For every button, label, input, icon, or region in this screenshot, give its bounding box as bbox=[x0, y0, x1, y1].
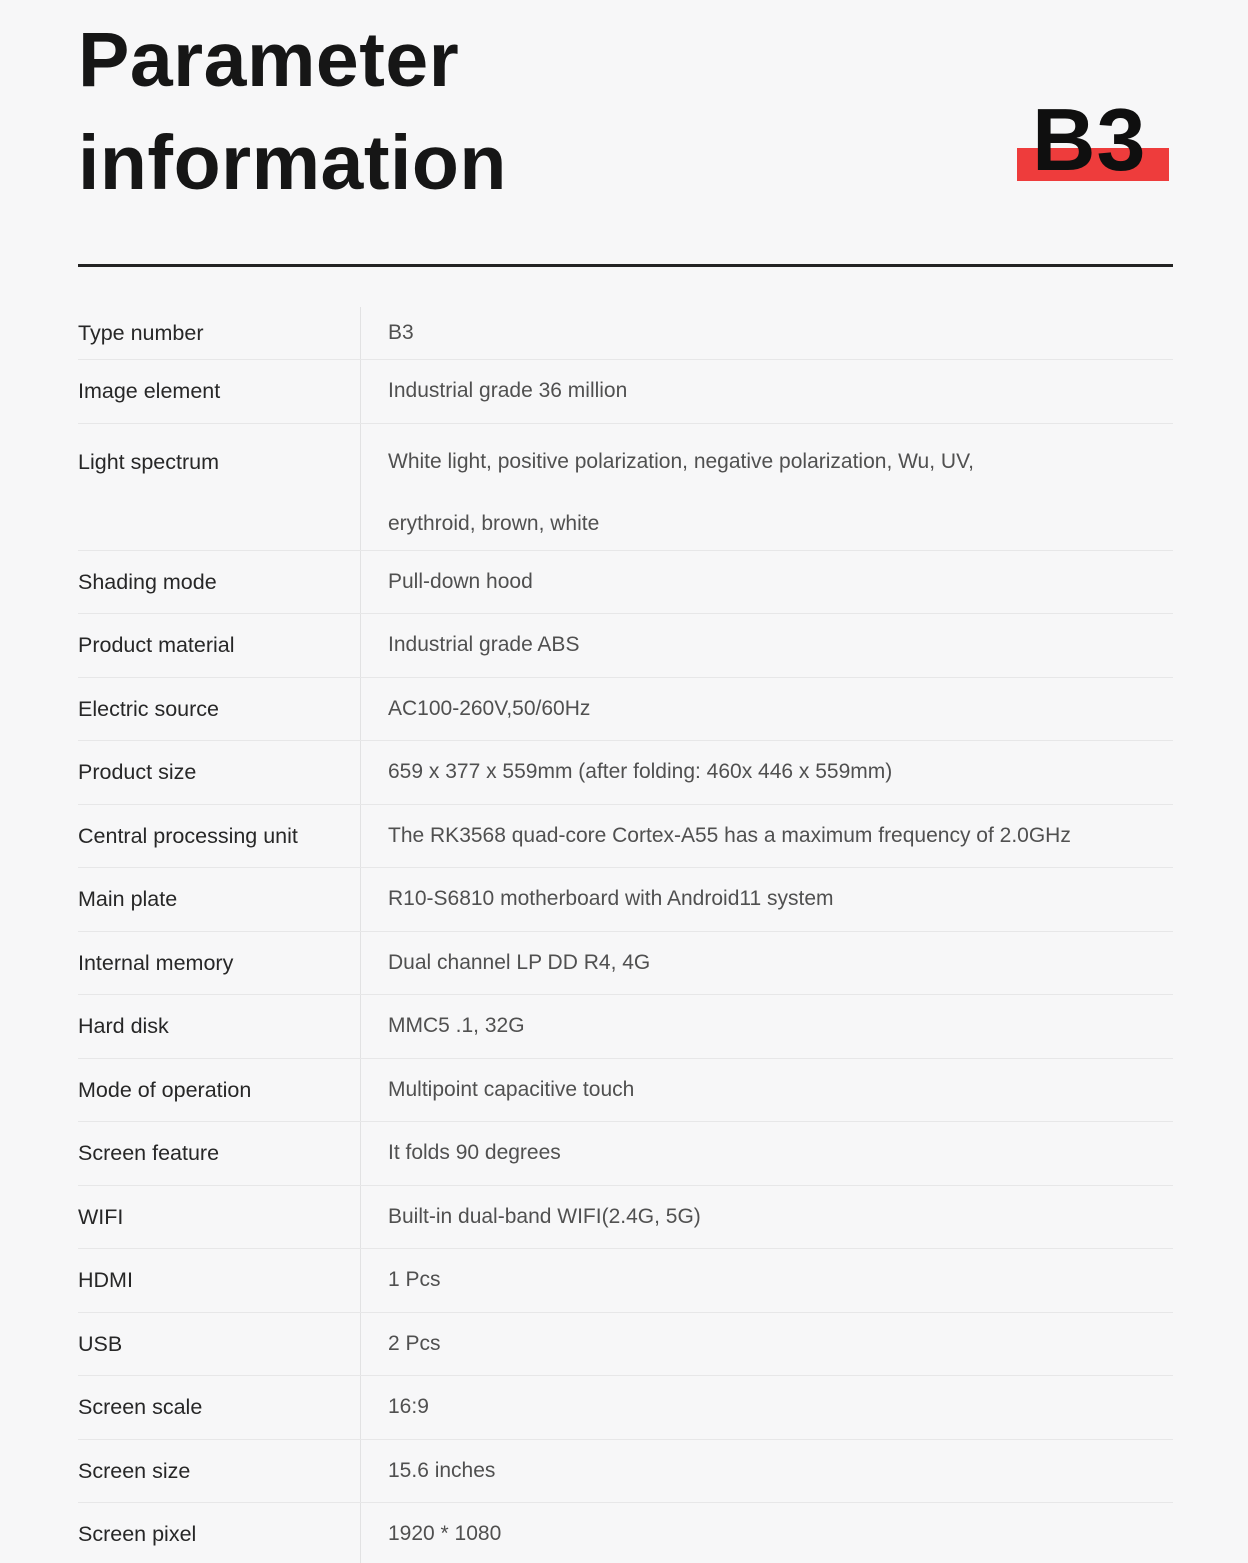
table-row bbox=[78, 1376, 1173, 1440]
table-row bbox=[78, 424, 1173, 551]
row-label: Screen size bbox=[78, 1458, 191, 1483]
row-value: AC100-260V,50/60Hz bbox=[360, 678, 1173, 741]
row-value: The RK3568 quad-core Cortex-A55 has a maximum frequency of 2.0GHz bbox=[360, 805, 1173, 868]
row-value: Pull-down hood bbox=[360, 551, 1173, 614]
row-label: Main plate bbox=[78, 887, 178, 912]
table-row bbox=[78, 678, 1173, 742]
table-row bbox=[78, 805, 1173, 869]
table-row bbox=[78, 551, 1173, 615]
row-value: 1920 * 1080 bbox=[360, 1503, 1173, 1563]
row-value: 15.6 inches bbox=[360, 1440, 1173, 1503]
table-row bbox=[78, 360, 1173, 424]
table-row bbox=[78, 932, 1173, 996]
page-title bbox=[78, 9, 507, 215]
table-row bbox=[78, 741, 1173, 805]
row-value bbox=[360, 424, 1173, 550]
table-row bbox=[78, 1122, 1173, 1186]
row-value: R10-S6810 motherboard with Android11 system bbox=[360, 868, 1173, 931]
table-row bbox=[78, 307, 1173, 360]
row-label: Type number bbox=[78, 321, 204, 345]
row-label: Internal memory bbox=[78, 950, 234, 975]
row-value: Industrial grade ABS bbox=[360, 614, 1173, 677]
row-value: Dual channel LP DD R4, 4G bbox=[360, 932, 1173, 995]
row-label: Light spectrum bbox=[78, 449, 220, 474]
row-value: 2 Pcs bbox=[360, 1313, 1173, 1376]
table-row bbox=[78, 1249, 1173, 1313]
row-label: Central processing unit bbox=[78, 823, 298, 848]
row-value: 659 x 377 x 559mm (after folding: 460x 446 x 559mm) bbox=[360, 741, 1173, 804]
row-value: Built-in dual-band WIFI(2.4G, 5G) bbox=[360, 1186, 1173, 1249]
table-row bbox=[78, 995, 1173, 1059]
row-value-line2: erythroid, brown, white bbox=[388, 511, 600, 535]
table-row bbox=[78, 1059, 1173, 1123]
table-row bbox=[78, 1186, 1173, 1250]
row-label: Screen feature bbox=[78, 1141, 220, 1166]
page-title-line2: information bbox=[78, 120, 507, 206]
row-label: Product material bbox=[78, 633, 235, 658]
spec-table bbox=[78, 307, 1173, 1563]
row-label: Mode of operation bbox=[78, 1077, 252, 1102]
row-value: 1 Pcs bbox=[360, 1249, 1173, 1312]
row-label: Product size bbox=[78, 760, 197, 785]
row-value-line1: White light, positive polarization, negative polarization, Wu, UV, bbox=[388, 449, 974, 473]
row-label: USB bbox=[78, 1331, 123, 1356]
row-label: WIFI bbox=[78, 1204, 124, 1229]
row-label: Electric source bbox=[78, 696, 219, 721]
row-label: Shading mode bbox=[78, 569, 217, 594]
row-value: It folds 90 degrees bbox=[360, 1122, 1173, 1185]
row-value: Industrial grade 36 million bbox=[360, 360, 1173, 423]
row-value: Multipoint capacitive touch bbox=[360, 1059, 1173, 1122]
row-label: HDMI bbox=[78, 1268, 133, 1293]
table-row bbox=[78, 868, 1173, 932]
row-value: B3 bbox=[360, 307, 1173, 359]
header-divider bbox=[78, 264, 1173, 267]
row-label: Hard disk bbox=[78, 1014, 169, 1039]
row-value: MMC5 .1, 32G bbox=[360, 995, 1173, 1058]
table-row bbox=[78, 1440, 1173, 1504]
row-value: 16:9 bbox=[360, 1376, 1173, 1439]
page-title-line1: Parameter bbox=[78, 17, 460, 103]
table-row bbox=[78, 614, 1173, 678]
row-label: Screen scale bbox=[78, 1395, 203, 1420]
model-badge: B3 bbox=[1032, 90, 1147, 189]
table-row bbox=[78, 1313, 1173, 1377]
table-row bbox=[78, 1503, 1173, 1563]
row-label: Image element bbox=[78, 379, 221, 404]
row-label: Screen pixel bbox=[78, 1522, 197, 1547]
